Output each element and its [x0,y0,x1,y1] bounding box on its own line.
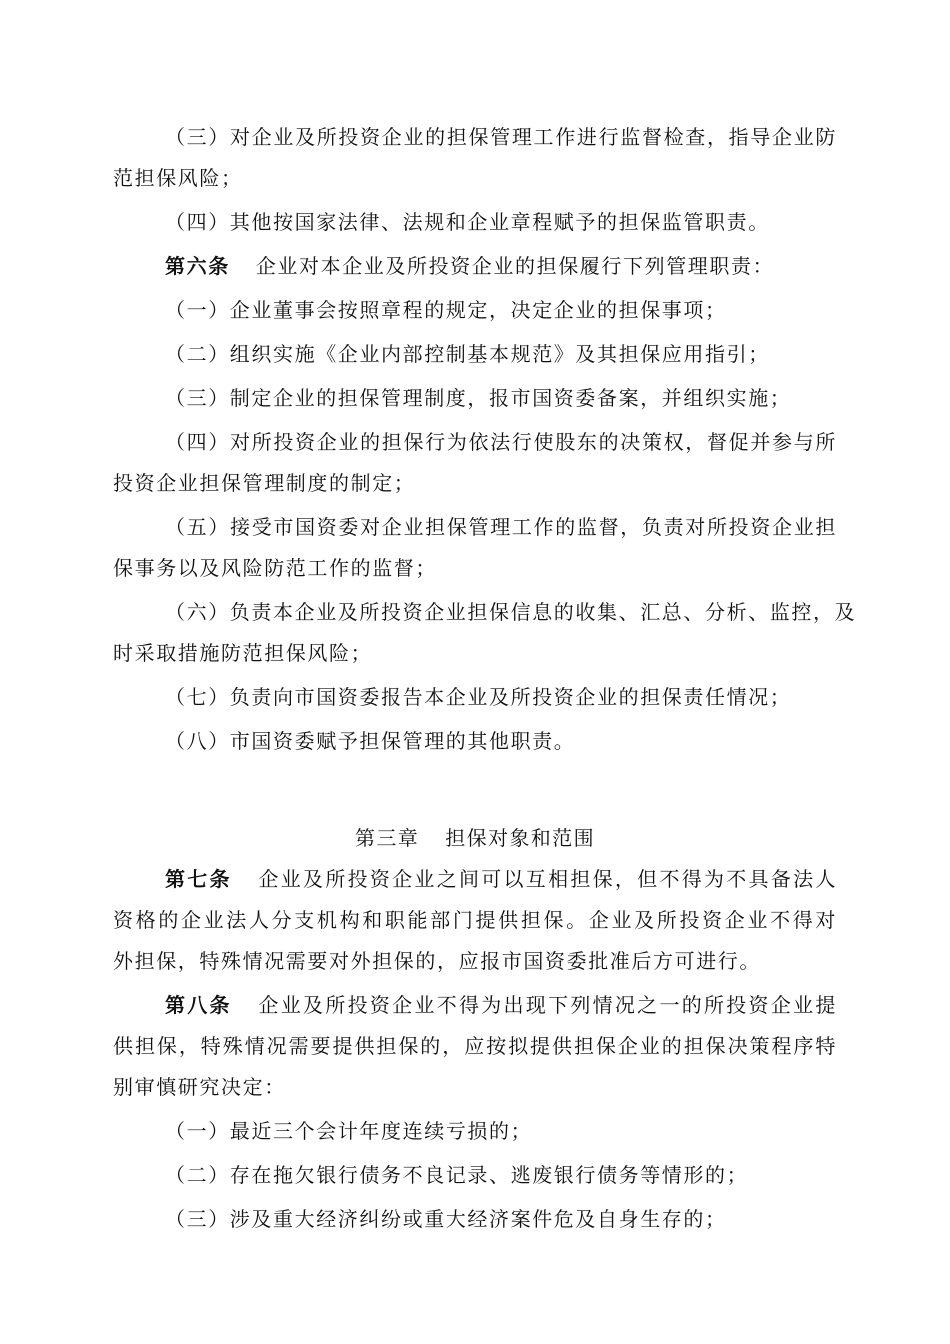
article-text: 企业及所投资企业之间可以互相担保，但不得为不具备法人 [257,867,837,891]
paragraph-line: （五）接受市国资委对企业担保管理工作的监督，负责对所投资企业担 [165,515,837,539]
paragraph-line: （八）市国资委赋予担保管理的其他职责。 [165,729,576,753]
paragraph-line: （二）组织实施《企业内部控制基本规范》及其担保应用指引； [165,342,770,366]
paragraph-line: （一）企业董事会按照章程的规定，决定企业的担保事项； [165,298,727,322]
paragraph-line: 供担保，特殊情况需要提供担保的，应按拟提供担保企业的担保决策程序特 [113,1034,837,1058]
paragraph-line: （四）其他按国家法律、法规和企业章程赋予的担保监管职责。 [165,210,770,234]
article-label: 第七条 [165,867,232,891]
article-7-line [113,859,837,900]
article-6-heading [113,246,837,287]
article-label: 第八条 [165,993,232,1017]
paragraph-line: 投资企业担保管理制度的制定； [113,471,416,495]
paragraph-line: 时采取措施防范担保风险； [113,641,373,665]
article-text: 企业及所投资企业不得为出现下列情况之一的所投资企业提 [257,993,837,1017]
article-text: 企业对本企业及所投资企业的担保履行下列管理职责： [255,254,775,278]
paragraph-line: （三）对企业及所投资企业的担保管理工作进行监督检查，指导企业防 [165,125,837,149]
paragraph-line: （六）负责本企业及所投资企业担保信息的收集、汇总、分析、监控，及 [165,600,857,624]
document-body [113,117,857,1240]
paragraph-line: （七）负责向市国资委报告本企业及所投资企业的担保责任情况； [165,685,792,709]
paragraph-line: （三）制定企业的担保管理制度，报市国资委备案，并组织实施； [165,386,792,410]
chapter-heading [113,818,837,859]
paragraph-line: 保事务以及风险防范工作的监督； [113,556,437,580]
paragraph-line: 别审慎研究决定： [113,1075,286,1099]
paragraph-line: （一）最近三个会计年度连续亏损的； [165,1119,533,1143]
paragraph-line: （三）涉及重大经济纠纷或重大经济案件危及自身生存的； [165,1207,727,1231]
chapter-title: 担保对象和范围 [445,826,595,850]
article-label: 第六条 [165,254,230,278]
paragraph-line: 资格的企业法人分支机构和职能部门提供担保。企业及所投资企业不得对 [113,908,837,932]
chapter-number: 第三章 [354,826,420,850]
paragraph-line: （四）对所投资企业的担保行为依法行使股东的决策权，督促并参与所 [165,430,837,454]
paragraph-line: （二）存在拖欠银行债务不良记录、逃废银行债务等情形的； [165,1163,749,1187]
paragraph-line: 外担保，特殊情况需要对外担保的，应报市国资委批准后方可进行。 [113,949,761,973]
paragraph-line: 范担保风险； [113,166,243,190]
article-8-line [113,985,837,1026]
